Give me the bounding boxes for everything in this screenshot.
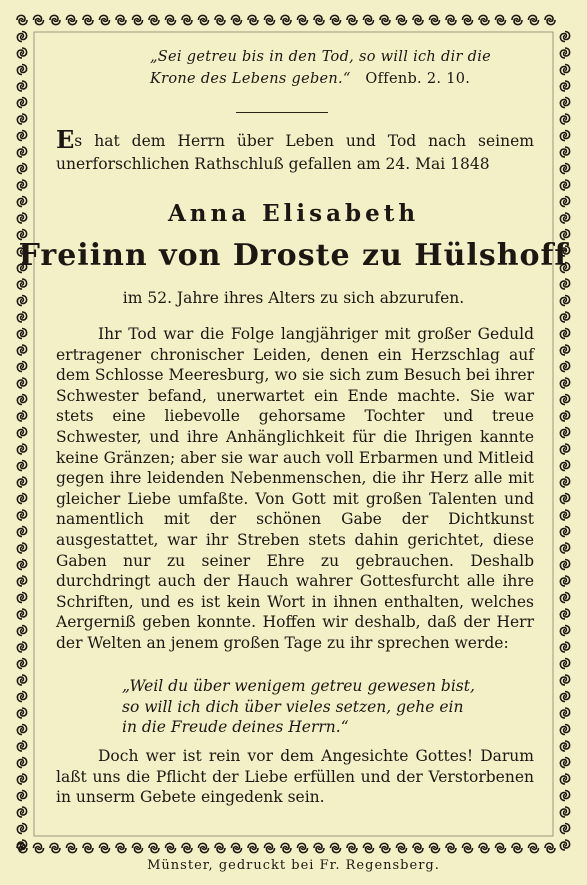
age-line: im 52. Jahre ihres Alters zu sich abzurufen. [122, 289, 465, 307]
printer-imprint: Münster, gedruckt bei Fr. Regensberg. [147, 858, 440, 873]
bible-motto [150, 46, 540, 90]
scripture-quote [122, 676, 534, 738]
quote-line-1: „Weil du über wenigem getreu gewesen bist, [122, 677, 475, 695]
motto-line-2-text: Krone des Lebens geben.“ [150, 71, 351, 87]
intro-text: s hat dem Herrn über Leben und Tod nach seinem unerforschlichen Rathschluß gefallen am 24. Mai 1848 [56, 132, 534, 173]
given-names: Anna Elisabeth [167, 200, 420, 227]
divider-rule [236, 112, 328, 113]
body-paragraph: Ihr Tod war die Folge langjähriger mit großer Geduld ertragener chronischer Leiden, denen ein Herzschlag auf dem Schlosse Meeresburg, wo sie sich zum Besuch bei ihrer Schwester befand, unerwartet ein Ende machte. Sie war stets eine liebevolle gehorsame Tochter und treue Schwester, und ihre Anhänglichkeit für die Ihrigen kannte keine Gränzen; aber sie war auch voll Erbarmen und Mitleid gegen ihre leidenden Nebenmenschen, die ihr Herz alle mit gleicher Liebe umfaßte. Von Gott mit großen Talenten und namentlich mit der schönen Gabe der Dichtkunst ausgestattet, war ihr Streben stets dahin gerichtet, diese Gaben nur zu seiner Ehre zu gebrauchen. Deshalb durchdringt auch der Hauch wahrer Gottesfurcht alle ihre Schriften, und es ist kein Wort in ihnen enthalten, welches Aergerniß geben konnte. Hoffen wir deshalb, daß der Herr der Welten an jenem großen Tage zu ihr sprechen werde: [56, 325, 534, 652]
intro-paragraph [56, 125, 534, 176]
quote-line-3: in die Freude deines Herrn.“ [122, 718, 349, 737]
closing-paragraph: Doch wer ist rein vor dem Angesichte Gottes! Darum laßt uns die Pflicht der Liebe erfüllen und der Verstorbenen in unserm Gebete eingedenk sein. [56, 747, 534, 807]
intro-dropcap: E [56, 125, 75, 154]
quote-line-2: so will ich dich über vieles setzen, gehe ein [122, 697, 464, 716]
motto-line-1: „Sei getreu bis in den Tod, so will ich dir die [150, 49, 492, 65]
motto-line-2 [150, 68, 540, 90]
motto-reference: Offenb. 2. 10. [365, 71, 471, 87]
family-name: Freiinn von Droste zu Hülshoff [18, 238, 569, 273]
